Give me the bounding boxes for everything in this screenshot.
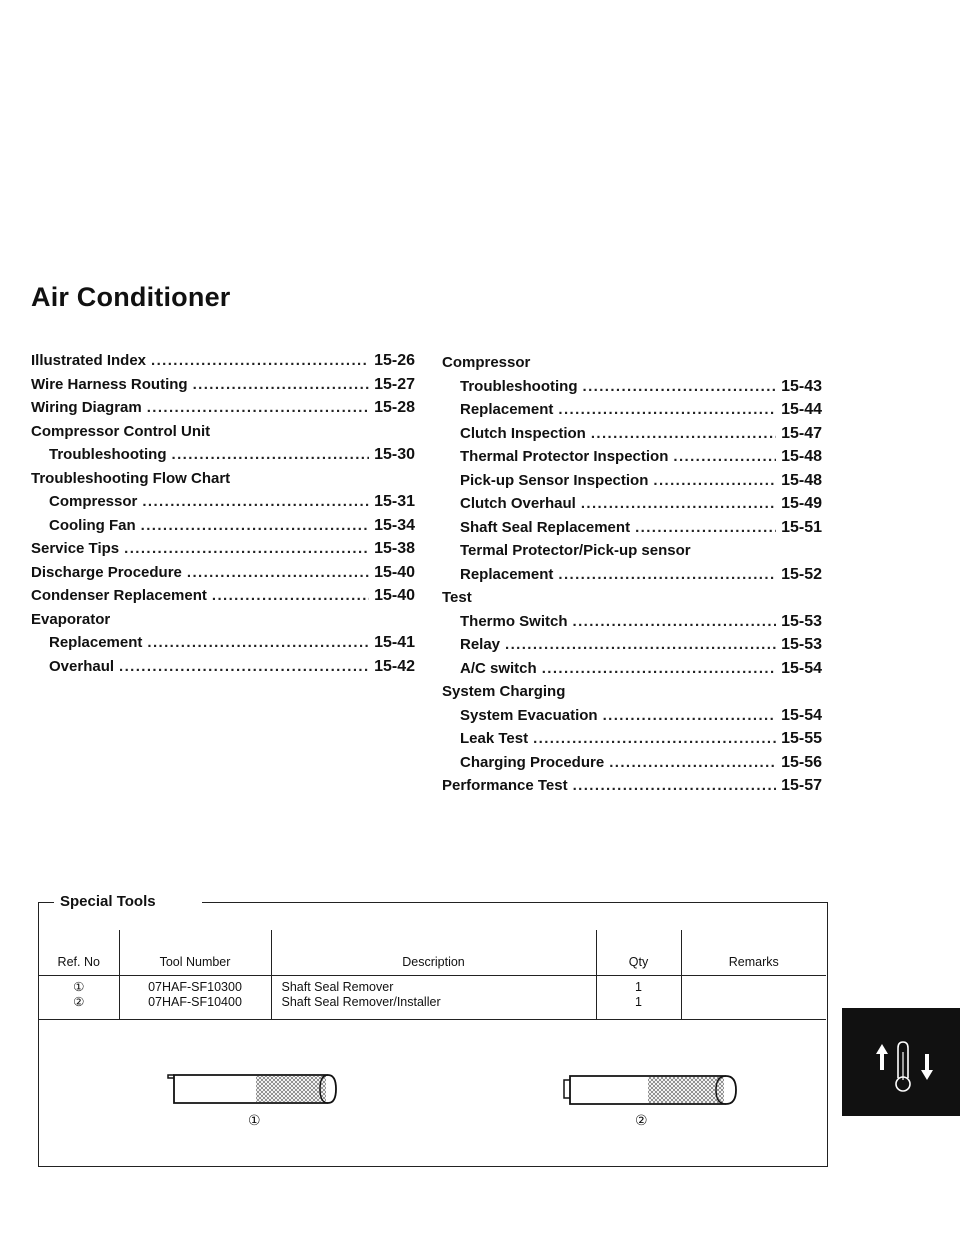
toc-page-number: 15-56: [781, 753, 822, 771]
table-row: [39, 976, 826, 1020]
toc-page-number: 15-42: [374, 657, 415, 675]
toc-page-number: 15-38: [374, 540, 415, 557]
toc-entry[interactable]: [442, 378, 822, 402]
dot-leader: [147, 634, 369, 651]
toc-entry-label: Replacement: [49, 634, 143, 651]
toc-entry-label: Overhaul: [49, 657, 115, 675]
shaft-seal-remover-installer-drawing: [560, 1068, 760, 1112]
toc-page-number: 15-31: [374, 493, 415, 510]
ref-cell: [39, 976, 119, 1020]
dot-leader: [142, 493, 369, 510]
toc-entry-label: Charging Procedure: [460, 753, 605, 771]
toc-entry-label: Compressor: [49, 493, 138, 510]
toc-entry-label: Service Tips: [31, 540, 120, 557]
toc-page-number: 15-34: [374, 516, 415, 534]
toc-entry[interactable]: [31, 399, 415, 423]
dot-leader: [673, 448, 776, 465]
toc-entry-label: Test: [442, 589, 472, 606]
toc-entry[interactable]: [442, 754, 822, 778]
toc-entry[interactable]: [442, 472, 822, 496]
toc-page-number: 15-26: [374, 352, 415, 369]
toc-page-number: 15-28: [374, 399, 415, 416]
toc-entry-label: Replacement: [460, 565, 554, 583]
dot-leader: [212, 587, 369, 604]
toc-entry-label: Termal Protector/Pick-up sensor: [460, 542, 691, 559]
toc-left-column: [31, 352, 415, 681]
dot-leader: [558, 401, 776, 418]
toc-page-number: 15-40: [374, 587, 415, 604]
callout-2: ②: [635, 1112, 648, 1128]
qty-cell: [596, 976, 681, 1020]
tool-description: Shaft Seal Remover/Installer: [281, 995, 441, 1009]
dot-leader: [581, 495, 776, 512]
toc-entry[interactable]: [442, 566, 822, 590]
toc-page-number: 15-54: [781, 706, 822, 724]
dot-leader: [558, 566, 776, 583]
toc-page-number: 15-40: [374, 563, 415, 581]
toc-entry[interactable]: [442, 660, 822, 684]
toc-entry[interactable]: [31, 540, 415, 564]
toc-entry[interactable]: [31, 352, 415, 376]
dot-leader: [172, 446, 370, 463]
toc-entry[interactable]: [442, 777, 822, 801]
toc-entry-label: Compressor Control Unit: [31, 422, 211, 440]
dot-leader: [635, 519, 776, 536]
toc-right-column: [442, 354, 822, 801]
toc-entry-label: System Evacuation: [460, 706, 598, 724]
description-cell: [271, 976, 596, 1020]
remarks-cell: [681, 976, 826, 1020]
toc-heading: [31, 470, 415, 494]
toc-entry-label: Discharge Procedure: [31, 563, 182, 581]
dot-leader: [603, 707, 777, 724]
dot-leader: [583, 378, 777, 395]
toc-heading: [31, 611, 415, 635]
dot-leader: [147, 399, 369, 416]
tool-description: Shaft Seal Remover: [281, 980, 394, 994]
dot-leader: [542, 660, 776, 677]
arrow-down-icon[interactable]: [921, 1054, 933, 1080]
toc-entry[interactable]: [31, 493, 415, 517]
toc-entry-label: Leak Test: [460, 730, 529, 747]
toc-entry[interactable]: [31, 446, 415, 470]
toc-page-number: 15-49: [781, 495, 822, 512]
special-tools-table: [39, 930, 826, 1020]
toc-entry[interactable]: [442, 495, 822, 519]
tool-number-cell: [119, 976, 271, 1020]
toc-entry[interactable]: [31, 376, 415, 400]
toc-page-number: 15-44: [781, 401, 822, 418]
dot-leader: [505, 636, 776, 653]
toc-page-number: 15-27: [374, 375, 415, 393]
arrow-up-icon[interactable]: [876, 1044, 888, 1070]
toc-entry[interactable]: [442, 519, 822, 543]
toc-entry-label: A/C switch: [460, 659, 537, 677]
toc-page-number: 15-41: [374, 634, 415, 651]
toc-entry-label: Cooling Fan: [49, 516, 136, 534]
dot-leader: [187, 564, 369, 581]
dot-leader: [591, 425, 776, 442]
toc-entry[interactable]: [442, 730, 822, 754]
toc-entry-label: Troubleshooting: [460, 377, 578, 395]
dot-leader: [141, 517, 369, 534]
toc-entry[interactable]: [442, 401, 822, 425]
toc-entry[interactable]: [442, 613, 822, 637]
toc-entry-label: Shaft Seal Replacement: [460, 518, 631, 536]
toc-page-number: 15-51: [781, 518, 822, 536]
ref-number: ②: [73, 995, 85, 1009]
toc-entry-label: Clutch Overhaul: [460, 495, 576, 512]
toc-page-number: 15-53: [781, 636, 822, 653]
tool-qty: 1: [635, 980, 642, 994]
toc-entry[interactable]: [31, 658, 415, 682]
toc-page-number: 15-43: [781, 377, 822, 395]
toc-page-number: 15-47: [781, 424, 822, 442]
toc-entry-label: Replacement: [460, 401, 554, 418]
toc-entry-label: Clutch Inspection: [460, 424, 586, 442]
toc-page-number: 15-48: [781, 471, 822, 489]
col-header-qty: Qty: [596, 930, 681, 976]
toc-heading: [31, 423, 415, 447]
toc-page-number: 15-30: [374, 446, 415, 463]
toc-entry[interactable]: [31, 587, 415, 611]
dot-leader: [119, 658, 369, 675]
toc-entry[interactable]: [31, 634, 415, 658]
dot-leader: [573, 777, 776, 794]
dot-leader: [609, 754, 776, 771]
ref-number: ①: [73, 980, 85, 994]
toc-entry-label: Thermal Protector Inspection: [460, 448, 669, 465]
dot-leader: [573, 613, 777, 630]
toc-entry-label: Illustrated Index: [31, 352, 147, 369]
toc-entry[interactable]: [31, 564, 415, 588]
toc-page-number: 15-57: [781, 777, 822, 794]
toc-entry-label: Troubleshooting: [49, 446, 167, 463]
thermometer-icon: [896, 1042, 910, 1091]
tool-number: 07HAF-SF10400: [148, 995, 242, 1009]
dot-leader: [653, 472, 776, 489]
toc-entry-label: Wire Harness Routing: [31, 375, 188, 393]
toc-page-number: 15-48: [781, 448, 822, 465]
col-header-remarks: Remarks: [681, 930, 826, 976]
dot-leader: [193, 376, 370, 393]
toc-heading: [442, 683, 822, 707]
toc-entry[interactable]: [442, 425, 822, 449]
toc-page-number: 15-52: [781, 565, 822, 583]
toc-entry-label: Wiring Diagram: [31, 399, 142, 416]
callout-1: ①: [248, 1112, 261, 1128]
toc-page-number: 15-55: [781, 730, 822, 747]
toc-entry[interactable]: [442, 636, 822, 660]
toc-heading: [442, 542, 822, 566]
special-tools-heading: Special Tools: [60, 893, 156, 910]
toc-entry[interactable]: [31, 517, 415, 541]
dot-leader: [124, 540, 369, 557]
toc-entry-label: Relay: [460, 636, 501, 653]
col-header-ref: Ref. No: [39, 930, 119, 976]
toc-entry[interactable]: [442, 448, 822, 472]
toc-heading: [442, 589, 822, 613]
section-tab[interactable]: [842, 1008, 960, 1116]
toc-entry-label: System Charging: [442, 683, 566, 700]
dot-leader: [533, 730, 776, 747]
toc-entry[interactable]: [442, 707, 822, 731]
toc-entry-label: Compressor: [442, 354, 531, 371]
shaft-seal-remover-drawing: [160, 1070, 360, 1110]
toc-page-number: 15-53: [781, 612, 822, 630]
tool-qty: 1: [635, 995, 642, 1009]
toc-heading: [442, 354, 822, 378]
tool-number: 07HAF-SF10300: [148, 980, 242, 994]
dot-leader: [151, 352, 369, 369]
toc-entry-label: Troubleshooting Flow Chart: [31, 469, 231, 487]
toc-entry-label: Pick-up Sensor Inspection: [460, 471, 649, 489]
page-title: Air Conditioner: [31, 282, 231, 312]
toc-entry-label: Evaporator: [31, 610, 111, 628]
toc-entry-label: Performance Test: [442, 777, 568, 794]
toc-entry-label: Thermo Switch: [460, 612, 568, 630]
toc-page-number: 15-54: [781, 659, 822, 677]
col-header-tool-number: Tool Number: [119, 930, 271, 976]
col-header-description: Description: [271, 930, 596, 976]
toc-entry-label: Condenser Replacement: [31, 587, 207, 604]
